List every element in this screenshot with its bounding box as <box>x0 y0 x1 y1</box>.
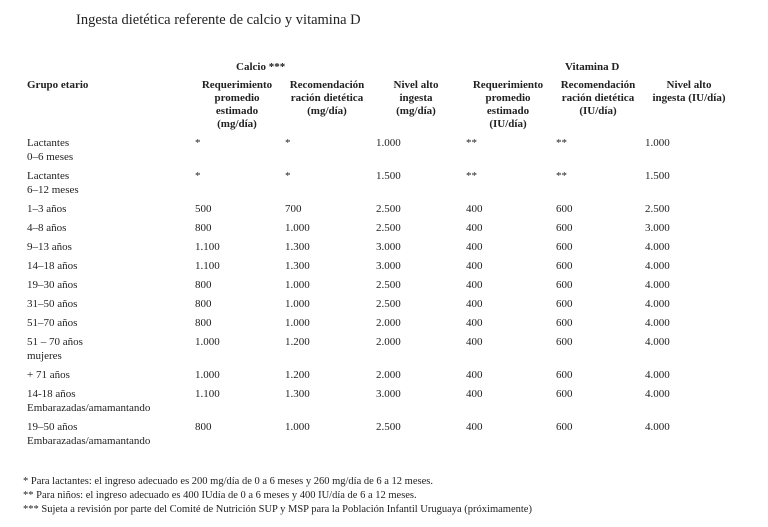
row-label-line: 9–13 años <box>27 241 72 253</box>
column-header-vitamina-recomendacion <box>553 79 643 118</box>
cell-c-req: 1.100 <box>195 388 220 400</box>
row-label-line: 0–6 meses <box>27 151 74 163</box>
cell-v-alto: 1.000 <box>645 137 670 149</box>
cell-v-req: 400 <box>466 317 483 329</box>
header-line: (mg/día) <box>217 118 257 130</box>
row-label-line: 19–50 años <box>27 421 78 433</box>
cell-v-req: ** <box>466 170 477 182</box>
row-label <box>27 259 77 273</box>
row-label-line: 4–8 años <box>27 222 67 234</box>
cell-v-alto: 4.000 <box>645 317 670 329</box>
column-header-vitamina-requerimiento <box>464 79 552 131</box>
cell-c-alto: 2.000 <box>376 369 401 381</box>
row-label <box>27 221 66 235</box>
cell-v-alto: 3.000 <box>645 222 670 234</box>
cell-c-rec: 700 <box>285 203 302 215</box>
cell-v-rec: 600 <box>556 222 573 234</box>
cell-c-alto: 2.500 <box>376 421 401 433</box>
row-label-line: + 71 años <box>27 369 70 381</box>
cell-v-rec: 600 <box>556 203 573 215</box>
row-label-line: mujeres <box>27 350 62 362</box>
header-line: (IU/día) <box>579 105 617 117</box>
cell-c-req: 1.000 <box>195 336 220 348</box>
cell-c-alto: 3.000 <box>376 388 401 400</box>
cell-c-rec: 1.300 <box>285 241 310 253</box>
cell-v-req: 400 <box>466 369 483 381</box>
cell-v-alto: 4.000 <box>645 298 670 310</box>
row-label-line: Lactantes <box>27 170 70 182</box>
cell-v-req: 400 <box>466 336 483 348</box>
cell-v-rec: 600 <box>556 241 573 253</box>
row-label <box>27 202 66 216</box>
row-label <box>27 368 70 382</box>
cell-c-rec: 1.300 <box>285 260 310 272</box>
cell-v-alto: 2.500 <box>645 203 670 215</box>
row-label <box>27 387 150 415</box>
header-line: estimado <box>215 105 259 117</box>
cell-c-alto: 3.000 <box>376 260 401 272</box>
row-label-line: 14-18 años <box>27 388 76 400</box>
cell-c-req: 800 <box>195 279 212 291</box>
cell-c-rec: 1.000 <box>285 222 310 234</box>
row-label <box>27 335 83 363</box>
cell-v-rec: ** <box>556 170 567 182</box>
row-label <box>27 420 150 448</box>
column-header-calcio-recomendacion <box>282 79 372 118</box>
cell-c-req: 800 <box>195 298 212 310</box>
group-header-calcio: Calcio *** <box>236 61 286 73</box>
cell-v-rec: 600 <box>556 279 573 291</box>
cell-c-rec: 1.200 <box>285 336 310 348</box>
row-label-line: Embarazadas/amamantando <box>27 402 151 414</box>
cell-v-req: ** <box>466 137 477 149</box>
header-line: Requerimiento <box>201 79 273 91</box>
cell-v-req: 400 <box>466 298 483 310</box>
cell-c-alto: 2.000 <box>376 336 401 348</box>
row-label <box>27 316 77 330</box>
header-line: ración dietética <box>290 92 364 104</box>
row-label <box>27 136 73 164</box>
row-label-line: 31–50 años <box>27 298 78 310</box>
cell-c-alto: 2.500 <box>376 279 401 291</box>
cell-c-req: 800 <box>195 222 212 234</box>
cell-v-alto: 1.500 <box>645 170 670 182</box>
header-line: Recomendación <box>560 79 636 91</box>
cell-c-rec: 1.000 <box>285 421 310 433</box>
footnote-ninos: ** Para niños: el ingreso adecuado es 400 IUdía de 0 a 6 meses y 400 IU/día de 6 a 12 meses. <box>23 490 417 501</box>
cell-v-req: 400 <box>466 279 483 291</box>
header-line: (mg/día) <box>307 105 347 117</box>
header-line: ración dietética <box>561 92 635 104</box>
cell-c-req: * <box>195 137 201 149</box>
row-label-line: 6–12 meses <box>27 184 79 196</box>
header-line: (IU/día) <box>489 118 527 130</box>
cell-c-alto: 1.000 <box>376 137 401 149</box>
row-label-line: 51 – 70 años <box>27 336 83 348</box>
column-header-vitamina-nivel-alto <box>644 79 734 105</box>
cell-v-rec: 600 <box>556 369 573 381</box>
cell-v-req: 400 <box>466 222 483 234</box>
row-label-line: 19–30 años <box>27 279 78 291</box>
header-line: promedio <box>214 92 260 104</box>
row-label-line: Embarazadas/amamantando <box>27 435 151 447</box>
row-label <box>27 297 77 311</box>
cell-v-alto: 4.000 <box>645 241 670 253</box>
cell-v-rec: ** <box>556 137 567 149</box>
row-label-line: Lactantes <box>27 137 70 149</box>
cell-c-req: 1.100 <box>195 241 220 253</box>
header-line: promedio <box>485 92 531 104</box>
cell-v-rec: 600 <box>556 421 573 433</box>
cell-v-rec: 600 <box>556 388 573 400</box>
cell-v-alto: 4.000 <box>645 421 670 433</box>
header-line: (mg/día) <box>396 105 436 117</box>
cell-c-req: 1.100 <box>195 260 220 272</box>
header-line: Requerimiento <box>472 79 544 91</box>
cell-v-req: 400 <box>466 260 483 272</box>
cell-c-alto: 3.000 <box>376 241 401 253</box>
footnote-revision: *** Sujeta a revisión por parte del Comité de Nutrición SUP y MSP para la Población Infantil Uruguaya (próximamente) <box>23 504 532 515</box>
cell-v-rec: 600 <box>556 317 573 329</box>
cell-c-rec: * <box>285 170 291 182</box>
row-label <box>27 278 77 292</box>
cell-v-alto: 4.000 <box>645 369 670 381</box>
row-label-line: 51–70 años <box>27 317 78 329</box>
column-header-grupo-etario: Grupo etario <box>27 79 89 91</box>
group-header-vitamina-d: Vitamina D <box>565 61 620 73</box>
row-label-line: 1–3 años <box>27 203 67 215</box>
cell-c-alto: 2.500 <box>376 298 401 310</box>
cell-v-alto: 4.000 <box>645 279 670 291</box>
column-header-calcio-nivel-alto <box>378 79 454 118</box>
cell-c-rec: 1.200 <box>285 369 310 381</box>
row-label-line: 14–18 años <box>27 260 78 272</box>
cell-c-alto: 1.500 <box>376 170 401 182</box>
cell-c-req: 800 <box>195 421 212 433</box>
cell-v-rec: 600 <box>556 298 573 310</box>
row-label <box>27 169 79 197</box>
cell-c-alto: 2.500 <box>376 203 401 215</box>
cell-c-req: * <box>195 170 201 182</box>
header-line: estimado <box>486 105 530 117</box>
page-title: Ingesta dietética referente de calcio y vitamina D <box>76 12 361 28</box>
cell-c-rec: 1.000 <box>285 317 310 329</box>
row-label <box>27 240 72 254</box>
cell-c-req: 1.000 <box>195 369 220 381</box>
header-line: ingesta (IU/día) <box>652 92 726 104</box>
footnote-lactantes: * Para lactantes: el ingreso adecuado es 200 mg/día de 0 a 6 meses y 260 mg/día de 6 a 12 meses. <box>23 476 433 487</box>
cell-c-rec: 1.000 <box>285 279 310 291</box>
cell-c-rec: 1.000 <box>285 298 310 310</box>
cell-v-alto: 4.000 <box>645 260 670 272</box>
cell-c-rec: * <box>285 137 291 149</box>
cell-c-req: 500 <box>195 203 212 215</box>
cell-v-req: 400 <box>466 241 483 253</box>
cell-v-req: 400 <box>466 388 483 400</box>
cell-v-rec: 600 <box>556 336 573 348</box>
cell-v-alto: 4.000 <box>645 336 670 348</box>
header-line: Recomendación <box>289 79 365 91</box>
cell-v-req: 400 <box>466 421 483 433</box>
cell-c-rec: 1.300 <box>285 388 310 400</box>
column-header-calcio-requerimiento <box>194 79 280 131</box>
cell-v-rec: 600 <box>556 260 573 272</box>
header-line: ingesta <box>399 92 433 104</box>
header-line: Nivel alto <box>666 79 712 91</box>
cell-c-req: 800 <box>195 317 212 329</box>
cell-v-alto: 4.000 <box>645 388 670 400</box>
header-line: Nivel alto <box>393 79 439 91</box>
cell-c-alto: 2.000 <box>376 317 401 329</box>
cell-c-alto: 2.500 <box>376 222 401 234</box>
cell-v-req: 400 <box>466 203 483 215</box>
